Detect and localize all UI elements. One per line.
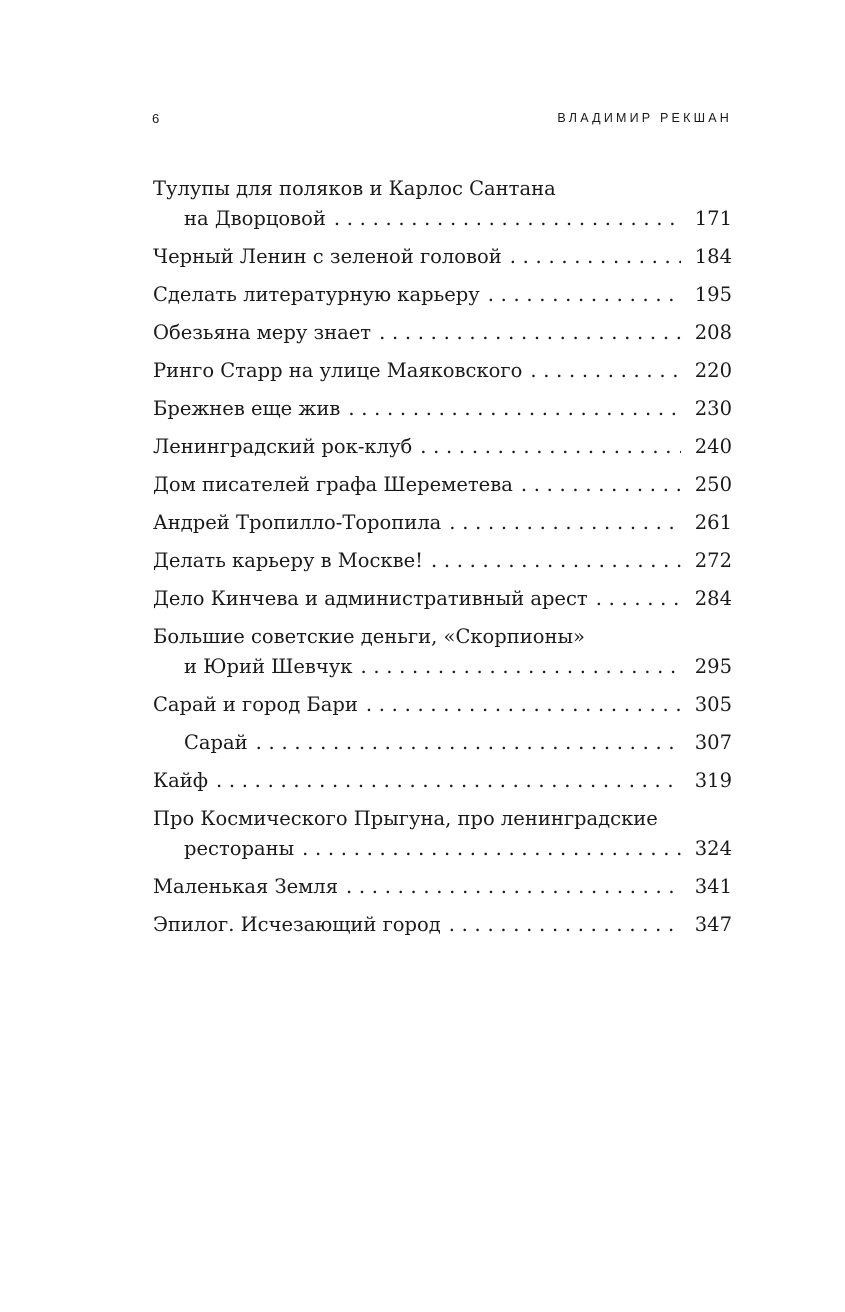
toc-entry-title: Андрей Тропилло-Торопила (153, 511, 442, 534)
dot-leader (216, 766, 681, 796)
toc-entry[interactable] (153, 910, 732, 940)
toc-entry-line (153, 546, 732, 576)
toc-entry-page-number: 240 (694, 435, 732, 458)
toc-entry-line (153, 394, 732, 424)
toc-entry-page-number: 220 (694, 359, 732, 382)
toc-entry-title: Кайф (153, 769, 208, 792)
running-head-author: ВЛАДИМИР РЕКШАН (557, 111, 732, 125)
toc-entry-title: на Дворцовой (184, 207, 326, 230)
dot-leader (449, 910, 681, 940)
toc-entry-page-number: 284 (694, 587, 732, 610)
toc-entry-page-number: 307 (694, 731, 732, 754)
toc-entry-title: Эпилог. Исчезающий город (153, 913, 441, 936)
toc-entry-title: и Юрий Шевчук (184, 655, 353, 678)
page-number: 6 (152, 111, 160, 126)
toc-entry-page-number: 295 (694, 655, 732, 678)
toc-entry-title-line: Тулупы для поляков и Карлос Сантана (153, 177, 556, 200)
dot-leader (449, 508, 680, 538)
dot-leader (379, 318, 681, 348)
toc-entry-page-number: 261 (694, 511, 732, 534)
toc-entry-line (153, 508, 732, 538)
toc-entry-title: Сделать литературную карьеру (153, 283, 480, 306)
toc-entry-line (153, 470, 732, 500)
toc-entry-page-number: 250 (694, 473, 732, 496)
toc-entry[interactable] (153, 174, 732, 234)
toc-entry-page-number: 208 (694, 321, 732, 344)
toc-entry-title: Обезьяна меру знает (153, 321, 372, 344)
dot-leader (488, 280, 681, 310)
dot-leader (521, 470, 681, 500)
dot-leader (420, 432, 681, 462)
toc-entry[interactable] (153, 766, 732, 796)
toc-entry-line (153, 356, 732, 386)
toc-entry-line (153, 910, 732, 940)
toc-entry-line (153, 584, 732, 614)
dot-leader (431, 546, 681, 576)
toc-entry-page-number: 305 (694, 693, 732, 716)
toc-entry-line (153, 280, 732, 310)
toc-entry-page-number: 319 (694, 769, 732, 792)
dot-leader (360, 652, 680, 682)
toc-entry-line (184, 728, 732, 758)
toc-entry-title: Ринго Старр на улице Маяковского (153, 359, 523, 382)
toc-entry-title: Ленинградский рок-клуб (153, 435, 413, 458)
toc-entry[interactable] (153, 690, 732, 720)
toc-entry-page-number: 347 (694, 913, 732, 936)
toc-entry-line (153, 872, 732, 902)
toc-entry[interactable] (153, 356, 732, 386)
toc-entry-page-number: 230 (694, 397, 732, 420)
toc-entry[interactable] (153, 318, 732, 348)
toc-entry[interactable] (153, 432, 732, 462)
toc-entry[interactable] (153, 872, 732, 902)
toc-entry-title: Сарай (184, 731, 248, 754)
toc-entry-line (153, 318, 732, 348)
toc-entry[interactable] (153, 470, 732, 500)
page-header (152, 108, 732, 132)
toc-entry[interactable] (153, 242, 732, 272)
dot-leader (366, 690, 681, 720)
toc-entry-line (153, 432, 732, 462)
toc-entry-page-number: 324 (694, 837, 732, 860)
toc-entry[interactable] (153, 394, 732, 424)
dot-leader (596, 584, 681, 614)
dot-leader (530, 356, 680, 386)
toc-entry-title: рестораны (184, 837, 295, 860)
dot-leader (302, 834, 681, 864)
toc-entry-line (153, 690, 732, 720)
toc-entry-line (153, 204, 732, 234)
toc-entry[interactable] (153, 280, 732, 310)
toc-entry-title: Маленькая Земля (153, 875, 338, 898)
toc-entry-line (153, 652, 732, 682)
toc-entry-title: Дело Кинчева и административный арест (153, 587, 588, 610)
toc-entry-title: Дом писателей графа Шереметева (153, 473, 513, 496)
toc-entry[interactable] (153, 584, 732, 614)
toc-entry-title-line: Большие советские деньги, «Скорпионы» (153, 625, 585, 648)
toc-entry-page-number: 184 (694, 245, 732, 268)
toc-entry-page-number: 341 (694, 875, 732, 898)
table-of-contents (153, 174, 732, 948)
toc-entry-title: Черный Ленин с зеленой головой (153, 245, 502, 268)
dot-leader (256, 728, 681, 758)
toc-entry[interactable] (153, 622, 732, 682)
toc-entry-page-number: 171 (694, 207, 732, 230)
toc-entry[interactable] (153, 804, 732, 864)
dot-leader (334, 204, 681, 234)
toc-entry-page-number: 195 (694, 283, 732, 306)
toc-entry-title-line: Про Космического Прыгуна, про ленинградские (153, 807, 658, 830)
toc-entry-page-number: 272 (694, 549, 732, 572)
dot-leader (346, 872, 681, 902)
toc-entry-title: Сарай и город Бари (153, 693, 358, 716)
toc-entry-line (153, 242, 732, 272)
toc-entry-line (153, 766, 732, 796)
dot-leader (348, 394, 680, 424)
toc-entry[interactable] (153, 728, 732, 758)
dot-leader (510, 242, 681, 272)
toc-entry[interactable] (153, 546, 732, 576)
toc-entry-line (153, 834, 732, 864)
toc-entry-title: Делать карьеру в Москве! (153, 549, 423, 572)
toc-entry[interactable] (153, 508, 732, 538)
toc-entry-title: Брежнев еще жив (153, 397, 341, 420)
